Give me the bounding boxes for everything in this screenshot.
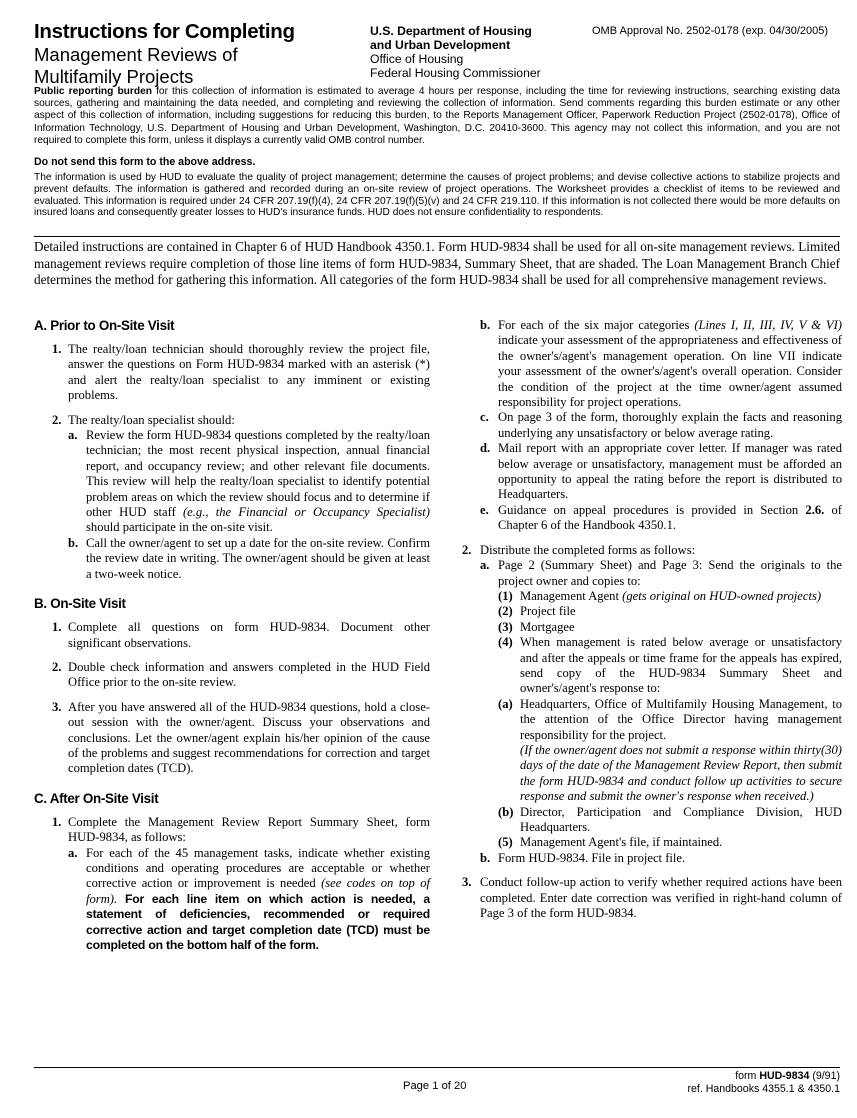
sub-text-part: Guidance on appeal procedures is provided in Section — [498, 502, 806, 517]
sub-letter: b. — [480, 318, 491, 332]
item-number: 3. — [52, 699, 62, 714]
right-column — [462, 318, 842, 930]
item-number: 1. — [52, 814, 62, 829]
sub-text — [498, 318, 842, 410]
list-item — [52, 660, 430, 691]
sub-text: Page 2 (Summary Sheet) and Page 3: Send the originals to the project owner and copies to: — [498, 558, 842, 588]
distribution-subitem — [498, 697, 842, 805]
sub-letter: a. — [68, 845, 78, 860]
list-item — [462, 875, 842, 921]
item-number: 1. — [52, 342, 62, 356]
list-item — [52, 620, 430, 651]
list-item — [52, 342, 430, 404]
sub-letter: e. — [480, 502, 489, 517]
item-text: Complete the Management Review Report Summary Sheet, form HUD-9834, as follows: — [68, 814, 430, 845]
item-text — [520, 697, 842, 805]
sub-letter: b. — [480, 850, 491, 865]
left-column — [34, 318, 430, 953]
sub-item — [480, 318, 842, 410]
sub-text: Mail report with an appropriate cover letter. If manager was rated below average or unsatisfactory, management must be afforded an opportunity to appeal the rating before the report is distributed to Headquarters. — [498, 441, 842, 502]
item-text: Distribute the completed forms as follows: — [480, 542, 696, 557]
sub-text-italic: (e.g., the Financial or Occupancy Specialist) — [182, 505, 430, 520]
sub-item — [68, 428, 430, 536]
item-text: The realty/loan specialist should: — [68, 412, 235, 427]
item-text: After you have answered all of the HUD-9834 questions, hold a close-out session with the owner/agent. Discuss your observations and conclusions. Let the owner/agent explain his/her opinion of the cause of the problems and suggest recommendations for correction and target completion dates (TCD). — [68, 699, 430, 776]
sub-text-italic: (see codes on top of form). — [86, 876, 430, 906]
item-number: 2. — [52, 412, 62, 427]
sub-text-part: should participate in the on-site visit. — [86, 520, 273, 535]
section-b-heading: B. On-Site Visit — [34, 596, 126, 612]
sub-item — [480, 410, 842, 441]
sub-letter: b. — [68, 535, 79, 550]
sub-text — [86, 846, 430, 954]
sub-letter: a. — [68, 428, 78, 443]
sub-item — [480, 851, 842, 866]
item-text-part: Management Agent — [520, 588, 623, 603]
divider — [34, 236, 840, 237]
item-number: 2. — [52, 659, 62, 674]
sub-letter: d. — [480, 441, 491, 456]
item-text: Management Agent's file, if maintained. — [520, 835, 723, 850]
agency-block — [370, 24, 541, 80]
agency-name-1: U.S. Department of Housing — [370, 24, 532, 38]
item-tag: (a) — [498, 696, 513, 711]
usage-statement: The information is used by HUD to evaluate the quality of project management; determine the causes of project problems; and devise collective actions to stabilize projects and prevent defaults. The information is gathered and recorded during an on-site review of project operations. The Worksheet provides a checklist of items to be reviewed and evaluated. This information is required under 24 CFR 207.19(f)(4), 24 CFR 207.19(f)(5)(v) and 24 CFR 219.110. If this information is not collected there would be more defaults on insured loans and consequently greater losses to HUD's insurance funds. HUD does not ensure confidentiality to respondents. — [34, 172, 840, 219]
form-number — [620, 1070, 840, 1096]
sub-text-part: For each of the 45 management tasks, indicate whether existing conditions and operating procedures are acceptable or whether corrective action or improvement is needed — [86, 845, 430, 891]
burden-text: for this collection of information is estimated to average 4 hours per response, including the time for reviewing instructions, searching existing data sources, gathering and maintaining the data needed, and completing and reviewing the collection of information. Send comments regarding this burden estimate or any other aspect of this collection of information, including suggestions for reducing this burden, to the Reports Management Officer, Paperwork Reduction Project (2502-0178), Office of Information Technology, U.S. Department of Housing and Urban Development, Washington, D.C. 20410-3600. This agency may not collect this information, and you are not required to complete this form, unless it displays a currently valid OMB control number. — [34, 86, 840, 146]
sub-text: On page 3 of the form, thoroughly explain the facts and reasoning underlying any unsatisfactory or below average rating. — [498, 410, 842, 440]
sub-text-part: For each of the six major categories — [498, 318, 695, 332]
form-code: HUD-9834 — [759, 1070, 810, 1082]
item-tag: (b) — [498, 804, 514, 819]
item-text: Project file — [520, 604, 576, 619]
item-text: Complete all questions on form HUD-9834. Document other significant observations. — [68, 620, 430, 650]
item-text: When management is rated below average or unsatisfactory and after the appeals or time frame for the appeals has expired, send copy of the HUD-9834 Summary Sheet and owner's/agent's response to: — [520, 635, 842, 696]
distribution-subitem — [498, 805, 842, 836]
item-tag: (3) — [498, 619, 513, 634]
sub-letter: c. — [480, 410, 489, 425]
sub-item — [68, 536, 430, 582]
item-tag: (2) — [498, 604, 513, 619]
form-date: (9/91) — [809, 1070, 840, 1082]
form-id — [620, 1070, 840, 1083]
handbook-reference: ref. Handbooks 4355.1 & 4350.1 — [687, 1083, 840, 1095]
omb-approval: OMB Approval No. 2502-0178 (exp. 04/30/2005) — [592, 25, 829, 37]
distribution-item — [498, 604, 842, 619]
sub-text-part: of Chapter 6 of the Handbook 4350.1. — [498, 502, 843, 533]
page-subtitle — [34, 44, 238, 88]
item-tag: (4) — [498, 635, 513, 650]
item-number: 2. — [462, 542, 472, 557]
item-tag: (1) — [498, 588, 513, 603]
sub-text — [498, 503, 842, 534]
distribution-item — [498, 635, 842, 697]
list-item — [52, 815, 430, 846]
sub-letter: a. — [480, 558, 490, 573]
sub-text-bold: For each line item on which action is needed, a statement of deficiencies, recommended or required corrective action and target completion date (TCD) must be completed on the bottom half of the form. — [86, 891, 430, 952]
item-text — [520, 589, 842, 604]
item-number: 3. — [462, 875, 472, 890]
item-text-italic: (If the owner/agent does not submit a response within thirty(30) days of the date of the Management Review Report, then submit the form HUD-9834 and conduct follow up activities to secure response and submit the owner's response when received.) — [520, 742, 842, 804]
list-item — [52, 700, 430, 777]
detail-instructions: Detailed instructions are contained in Chapter 6 of HUD Handbook 4350.1. Form HUD-9834 shall be used for all on-site management reviews. Limited management reviews require completion of those line items of form HUD-9834, Summary Sheet, that are shaded. The Loan Management Branch Chief determines the method for gathering this information. All categories of the form HUD-9834 shall be used for all comprehensive management reviews. — [34, 239, 840, 288]
footer-divider — [34, 1067, 840, 1068]
sub-text: Call the owner/agent to set up a date for the on-site review. Confirm the review date in writing. The owner/agent should be given at least a two-week notice. — [86, 535, 430, 581]
list-item — [52, 413, 430, 428]
list-item — [462, 543, 842, 558]
burden-lead: Public reporting burden — [34, 86, 152, 97]
subtitle-line-1: Management Reviews of — [34, 44, 238, 65]
sub-text — [86, 428, 430, 536]
sub-text-part: indicate your assessment of the appropriateness and effectiveness of the owner's/agent's management operation. On line VII indicate your assessment of the owner's/agent's overall operation. Consider the condition of the project at the time owner/agent assumed responsibility for project operations. — [498, 333, 842, 410]
section-a-heading: A. Prior to On-Site Visit — [34, 318, 175, 333]
item-text: Double check information and answers completed in the HUD Field Office prior to the on-site review. — [68, 659, 430, 690]
item-number: 1. — [52, 620, 62, 635]
subtitle-line-2: Multifamily Projects — [34, 66, 194, 87]
sub-item — [480, 441, 842, 503]
sub-item — [68, 846, 430, 954]
page-title: Instructions for Completing — [34, 20, 295, 43]
sub-text-italic: (Lines I, II, III, IV, V & VI) — [694, 318, 843, 332]
item-text: Director, Participation and Compliance Division, HUD Headquarters. — [520, 804, 842, 834]
do-not-send-notice: Do not send this form to the above address. — [34, 156, 256, 168]
sub-item — [480, 503, 842, 534]
sub-item — [480, 558, 842, 589]
sub-text: Form HUD-9834. File in project file. — [498, 850, 686, 865]
agency-commissioner: Federal Housing Commissioner — [370, 66, 541, 80]
page-number: Page 1 of 20 — [403, 1080, 467, 1092]
agency-name-2: and Urban Development — [370, 38, 511, 52]
sub-text-part: Review the form HUD-9834 questions completed by the realty/loan technician; the most recent physical inspection, annual financial report, and occupancy review; and other relevant file documents. This review will help the realty/loan specialist to identify potential problem areas on which the review should focus and to determine if other HUD staff — [86, 428, 430, 520]
item-text: The realty/loan technician should thoroughly review the project file, answer the questions on Form HUD-9834 marked with an asterisk (*) and alert the realty/loan specialist to any imminent or existing problems. — [68, 342, 430, 403]
distribution-item — [498, 620, 842, 635]
form-prefix: form — [735, 1070, 760, 1082]
item-text-italic: (gets original on HUD-owned projects) — [622, 588, 822, 603]
item-text: Conduct follow-up action to verify whether required actions have been completed. Enter date correction was verified in right-hand column of Page 3 of the form HUD-9834. — [480, 875, 842, 921]
sub-text-bold: 2.6. — [805, 502, 825, 517]
section-c-heading: C. After On-Site Visit — [34, 790, 159, 806]
distribution-item — [498, 589, 842, 604]
agency-office: Office of Housing — [370, 52, 464, 66]
item-text: Mortgagee — [520, 619, 575, 634]
distribution-item — [498, 835, 842, 850]
item-text-part: Headquarters, Office of Multifamily Housing Management, to the attention of the Office Director having management responsibility for the project. — [520, 696, 842, 742]
item-tag: (5) — [498, 835, 513, 850]
burden-statement — [34, 86, 840, 147]
